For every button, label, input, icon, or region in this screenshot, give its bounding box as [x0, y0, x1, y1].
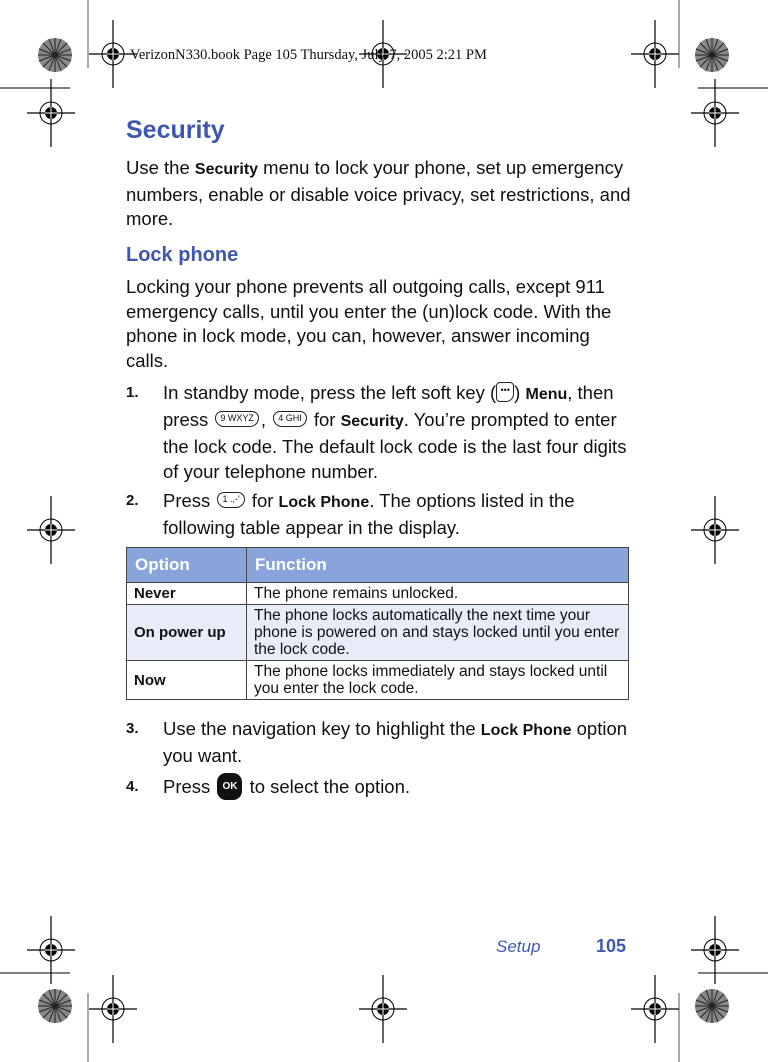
- table-row: [127, 605, 629, 661]
- step-text: , then press: [163, 382, 614, 430]
- lock-phone-label: Lock Phone: [480, 722, 572, 739]
- step-text: . You’re prompted to enter the lock code. The default lock code is the last four digits of your telephone number.: [163, 409, 627, 482]
- key-9-icon: 9 WXYZ: [215, 411, 259, 427]
- lock-intro-paragraph: Locking your phone prevents all outgoing calls, except 911 emergency calls, until you enter the (un)lock code. With the phone in lock mode, you can, however, answer incoming calls.: [126, 276, 612, 371]
- intro-text-rest: menu to lock your phone, set up emergency numbers, enable or disable voice privacy, set restrictions, and more.: [126, 157, 631, 229]
- key-4-icon: 4 GHI: [273, 411, 307, 427]
- function-cell: The phone remains unlocked.: [247, 583, 629, 605]
- step-text: option you want.: [163, 718, 628, 766]
- option-cell: Never: [127, 583, 247, 605]
- section-title: Security: [126, 116, 225, 144]
- step-text: to select the option.: [244, 776, 411, 797]
- step-text: Press: [163, 490, 216, 511]
- page-number: 105: [596, 936, 627, 956]
- ok-key-icon: OK: [217, 773, 242, 800]
- step-3: [126, 716, 636, 768]
- step-text: . The options listed in the following table appear in the display.: [163, 490, 575, 538]
- step-number: 1.: [126, 384, 139, 401]
- footer-section: Setup: [496, 937, 541, 956]
- step-4: [126, 774, 636, 802]
- table-header-row: [127, 548, 629, 583]
- menu-label: Menu: [525, 386, 568, 403]
- step-number: 4.: [126, 778, 139, 795]
- step-text: for: [308, 409, 341, 430]
- step-number: 2.: [126, 492, 139, 509]
- security-label: Security: [340, 413, 404, 430]
- intro-paragraph: [126, 156, 636, 232]
- header-function: Function: [247, 548, 629, 583]
- function-cell: The phone locks automatically the next time your phone is powered on and stays locked until you enter the lock code.: [247, 605, 629, 661]
- lock-options-table: [126, 547, 629, 700]
- step-number: 3.: [126, 720, 139, 737]
- left-soft-key-icon: •••: [496, 382, 514, 402]
- table-row: [127, 661, 629, 700]
- print-header: VerizonN330.book Page 105 Thursday, July 7, 2005 2:21 PM: [130, 47, 487, 63]
- option-cell: On power up: [127, 605, 247, 661]
- table-row: [127, 583, 629, 605]
- step-text: ,: [260, 409, 272, 430]
- step-text: Use the navigation key to highlight the: [163, 718, 481, 739]
- header-option: Option: [127, 548, 247, 583]
- option-cell: Now: [127, 661, 247, 700]
- step-2: [126, 488, 636, 540]
- step-text: for: [246, 490, 279, 511]
- security-menu-label: Security: [194, 161, 259, 178]
- key-1-icon: 1 .,-': [217, 492, 244, 508]
- intro-text: Use the: [126, 157, 195, 178]
- step-1: [126, 380, 636, 484]
- function-cell: The phone locks immediately and stays locked until you enter the lock code.: [247, 661, 629, 700]
- lock-phone-label: Lock Phone: [278, 494, 370, 511]
- step-text: In standby mode, press the left soft key (: [163, 382, 497, 403]
- step-text: Press: [163, 776, 216, 797]
- step-text: ): [514, 382, 526, 403]
- subsection-title: Lock phone: [126, 244, 239, 266]
